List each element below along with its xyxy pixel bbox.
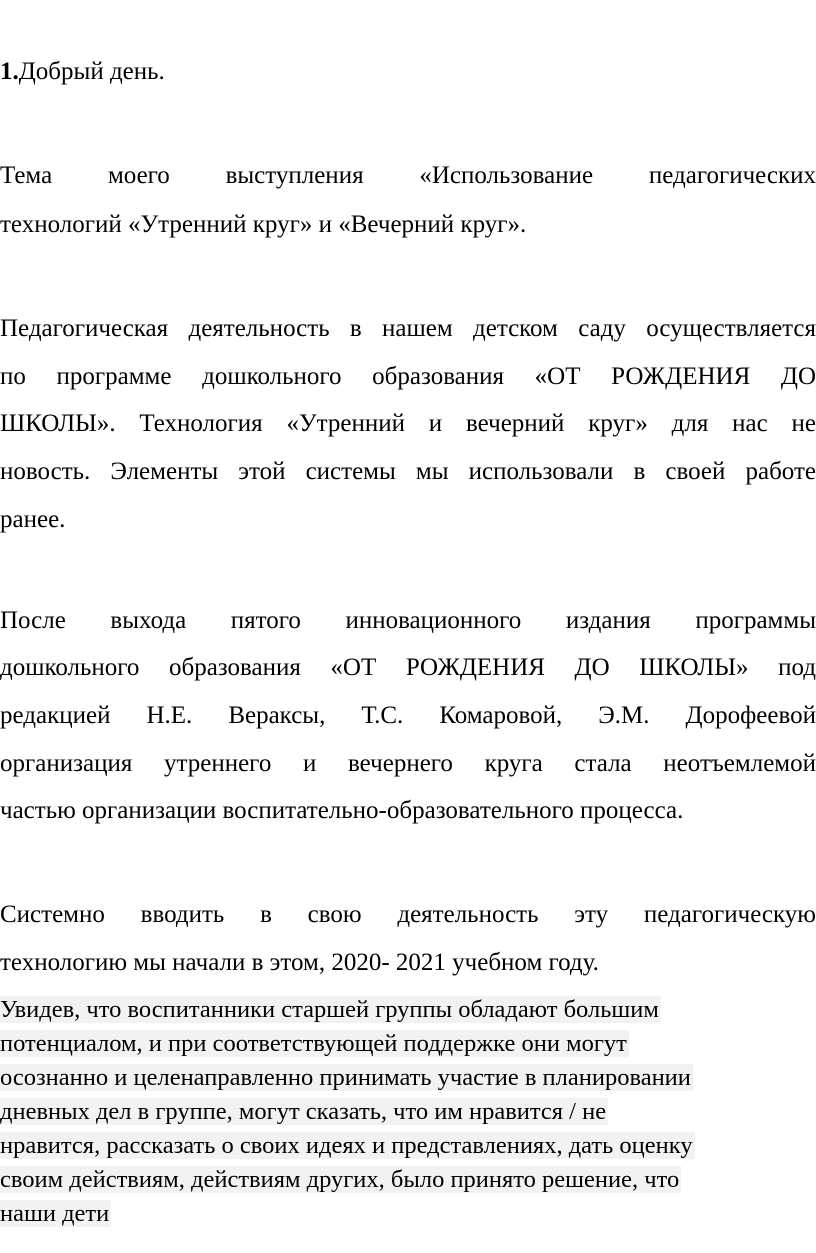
paragraph1-line-3: ШКОЛЫ». Технология «Утренний и вечерний круг» для нас не — [0, 410, 816, 437]
paragraph4-line-4-text: дневных дел в группе, могут сказать, что им нравится / не — [0, 1098, 607, 1125]
greeting-number: 1. — [0, 58, 19, 85]
paragraph1-line-2: по программе дошкольного образования «ОТ РОЖДЕНИЯ ДО — [0, 363, 816, 390]
paragraph4-line-7-text: наши дети — [0, 1200, 110, 1227]
paragraph1-line-5: ранее. — [0, 506, 66, 533]
paragraph4-line-7 — [0, 1197, 816, 1231]
paragraph4-line-6 — [0, 1163, 816, 1197]
paragraph4-line-6-text: своим действиям, действиям других, было принято решение, что — [0, 1166, 680, 1193]
paragraph4-line-3-text: осознанно и целенаправленно принимать участие в планировании — [0, 1064, 691, 1091]
paragraph2-line-1: После выхода пятого инновационного издания программы — [0, 607, 816, 634]
paragraph2-line-5: частью организации воспитательно-образовательного процесса. — [0, 797, 684, 824]
paragraph4-line-5-text: нравится, рассказать о своих идеях и представлениях, дать оценку — [0, 1132, 693, 1159]
greeting-text: Добрый день. — [18, 58, 165, 85]
topic-line-2: технологий «Утренний круг» и «Вечерний круг». — [0, 211, 527, 238]
paragraph3-line-2: технологию мы начали в этом, 2020- 2021 учебном году. — [0, 949, 599, 976]
paragraph4-line-4 — [0, 1095, 816, 1129]
greeting-line — [0, 57, 816, 87]
paragraph4-line-2 — [0, 1027, 816, 1061]
paragraph4-line-3 — [0, 1061, 816, 1095]
paragraph2-line-3: редакцией Н.Е. Вераксы, Т.С. Комаровой, Э.М. Дорофеевой — [0, 702, 816, 729]
paragraph4-line-1 — [0, 993, 816, 1027]
paragraph1-line-4: новость. Элементы этой системы мы использовали в своей работе — [0, 458, 816, 485]
paragraph4-line-2-text: потенциалом, и при соответствующей поддержке они могут — [0, 1030, 627, 1057]
paragraph2-line-4: организация утреннего и вечернего круга стала неотъемлемой — [0, 750, 816, 777]
paragraph3-line-1: Системно вводить в свою деятельность эту педагогическую — [0, 901, 816, 928]
topic-line-1: Тема моего выступления «Использование педагогических — [0, 162, 816, 189]
paragraph1-line-1: Педагогическая деятельность в нашем детском саду осуществляется — [0, 315, 816, 342]
paragraph4-line-5 — [0, 1129, 816, 1163]
paragraph4-line-1-text: Увидев, что воспитанники старшей группы обладают большим — [0, 996, 659, 1023]
paragraph2-line-2: дошкольного образования «ОТ РОЖДЕНИЯ ДО ШКОЛЫ» под — [0, 654, 816, 681]
